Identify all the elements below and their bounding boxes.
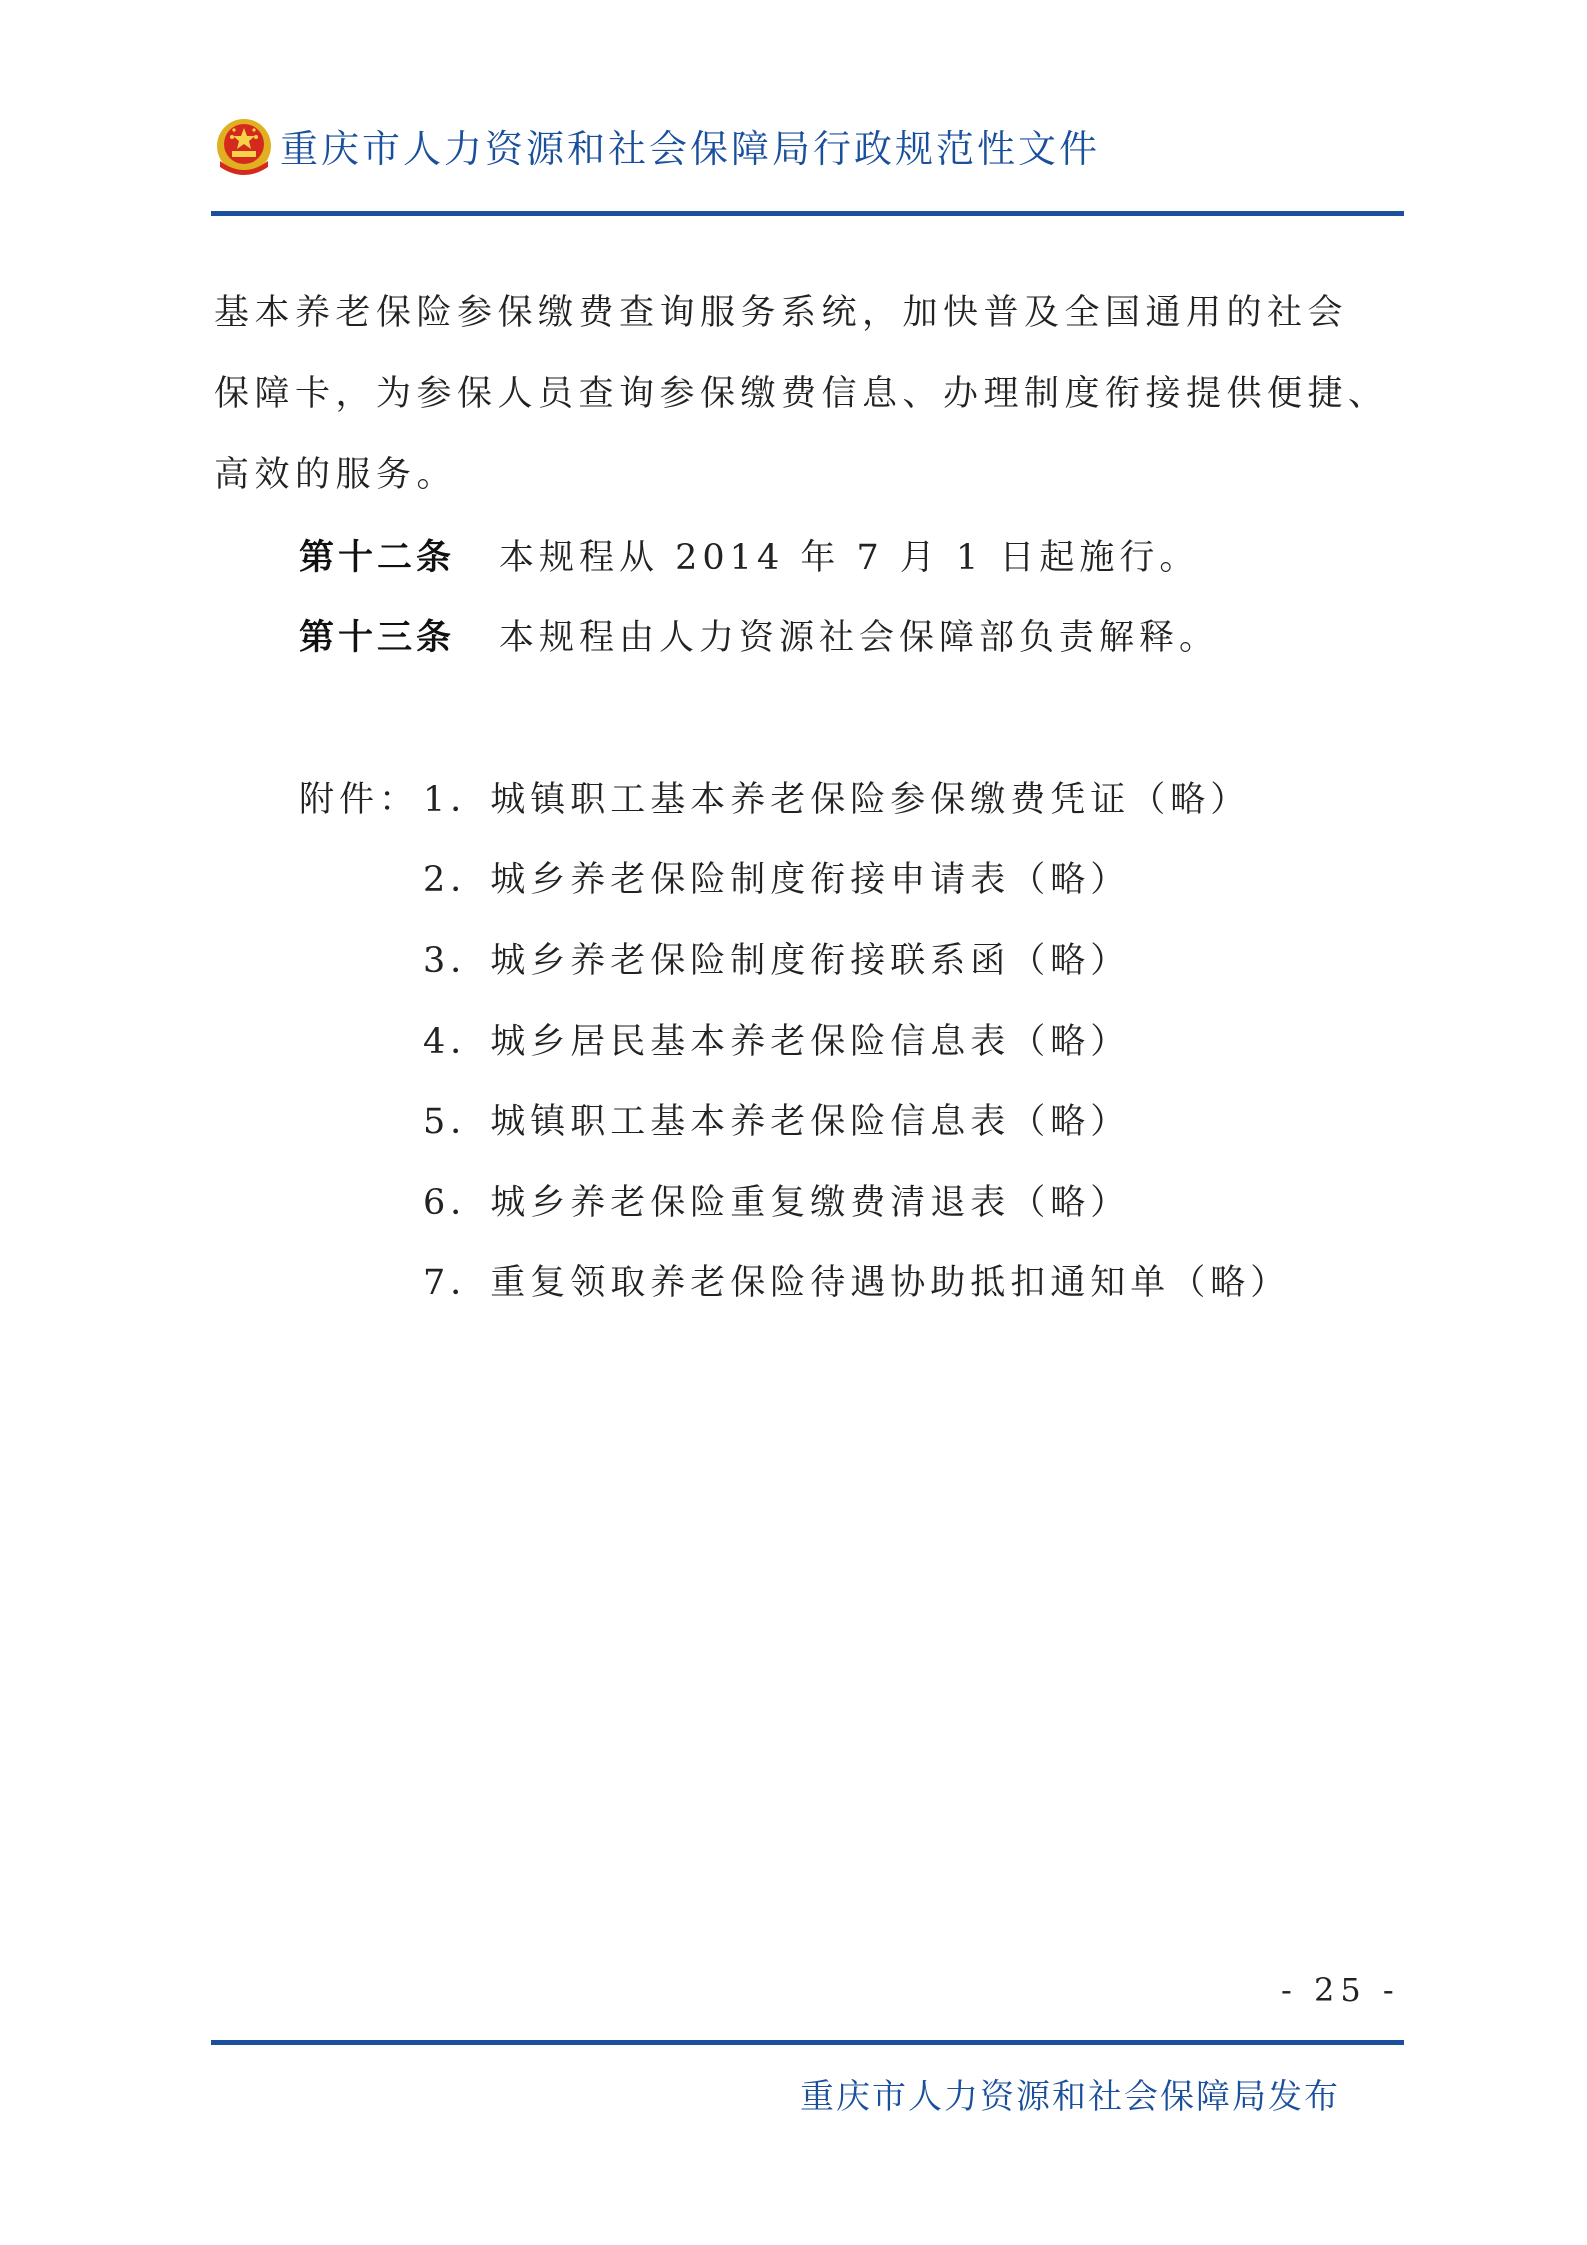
article-text: 本规程由人力资源社会保障部负责解释。 bbox=[499, 618, 1220, 658]
body-line: 基本养老保险参保缴费查询服务系统，加快普及全国通用的社会 bbox=[214, 293, 1349, 333]
header-divider bbox=[211, 211, 1404, 216]
footer-divider bbox=[211, 2040, 1404, 2045]
page-number: - 25 - bbox=[1281, 1971, 1400, 2009]
footer-title: 重庆市人力资源和社会保障局发布 bbox=[800, 2077, 1340, 2117]
attachment-item: 1．城镇职工基本养老保险参保缴费凭证（略） bbox=[423, 780, 1251, 820]
header-title: 重庆市人力资源和社会保障局行政规范性文件 bbox=[280, 127, 1101, 171]
attachment-item: 3．城乡养老保险制度衔接联系函（略） bbox=[423, 941, 1131, 981]
attachment-item: 4．城乡居民基本养老保险信息表（略） bbox=[423, 1022, 1131, 1062]
article-text: 本规程从 2014 年 7 月 1 日起施行。 bbox=[499, 538, 1200, 578]
body-line: 高效的服务。 bbox=[214, 455, 458, 495]
attachment-item: 6．城乡养老保险重复缴费清退表（略） bbox=[423, 1183, 1131, 1223]
attachment-item: 7．重复领取养老保险待遇协助抵扣通知单（略） bbox=[423, 1263, 1291, 1303]
article-label: 第十二条 bbox=[299, 538, 456, 578]
article-13 bbox=[299, 610, 1219, 660]
attachment-item: 5．城镇职工基本养老保险信息表（略） bbox=[423, 1102, 1131, 1142]
article-12 bbox=[299, 530, 1199, 580]
article-label: 第十三条 bbox=[299, 618, 456, 658]
body-line: 保障卡，为参保人员查询参保缴费信息、办理制度衔接提供便捷、 bbox=[214, 374, 1389, 414]
national-emblem-icon bbox=[214, 117, 274, 177]
attachments-prefix: 附件： bbox=[299, 780, 420, 820]
attachment-item: 2．城乡养老保险制度衔接申请表（略） bbox=[423, 860, 1131, 900]
